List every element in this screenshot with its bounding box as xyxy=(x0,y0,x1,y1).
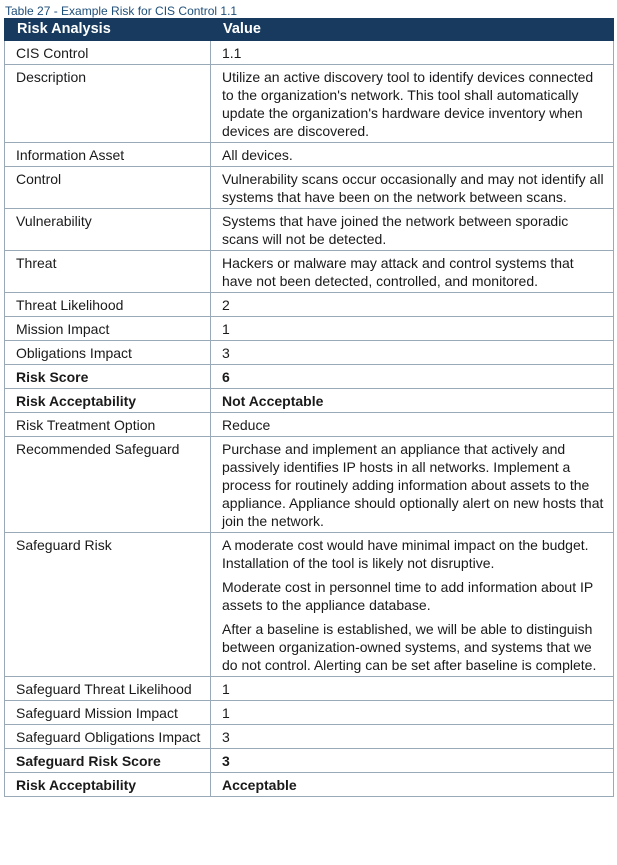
row-label: Mission Impact xyxy=(5,317,211,341)
row-value xyxy=(211,317,614,341)
value-paragraph: 1 xyxy=(222,681,230,697)
header-value: Value xyxy=(211,19,614,41)
row-value xyxy=(211,167,614,209)
row-label: Control xyxy=(5,167,211,209)
row-label: Recommended Safeguard xyxy=(5,437,211,533)
row-label: Threat Likelihood xyxy=(5,293,211,317)
value-paragraph: 3 xyxy=(222,753,230,769)
table-row xyxy=(5,677,614,701)
row-label: Risk Treatment Option xyxy=(5,413,211,437)
row-label: Vulnerability xyxy=(5,209,211,251)
row-label: Threat xyxy=(5,251,211,293)
row-label: Description xyxy=(5,65,211,143)
row-label: Risk Acceptability xyxy=(5,773,211,797)
header-risk-analysis: Risk Analysis xyxy=(5,19,211,41)
row-label: Risk Acceptability xyxy=(5,389,211,413)
row-value xyxy=(211,413,614,437)
row-value xyxy=(211,251,614,293)
risk-analysis-table xyxy=(4,18,614,797)
table-row xyxy=(5,389,614,413)
value-paragraph: Reduce xyxy=(222,417,271,433)
table-row xyxy=(5,41,614,65)
row-label: CIS Control xyxy=(5,41,211,65)
table-row xyxy=(5,251,614,293)
row-value xyxy=(211,293,614,317)
row-value xyxy=(211,209,614,251)
row-label: Obligations Impact xyxy=(5,341,211,365)
row-label: Safeguard Threat Likelihood xyxy=(5,677,211,701)
value-paragraph: Systems that have joined the network between sporadic scans will not be detected. xyxy=(222,213,569,247)
row-value xyxy=(211,773,614,797)
table-row xyxy=(5,437,614,533)
row-value xyxy=(211,437,614,533)
row-value xyxy=(211,365,614,389)
table-row xyxy=(5,293,614,317)
row-label: Safeguard Mission Impact xyxy=(5,701,211,725)
value-paragraph: 3 xyxy=(222,345,230,361)
table-row xyxy=(5,167,614,209)
table-row xyxy=(5,749,614,773)
value-paragraph: 1.1 xyxy=(222,45,242,61)
row-label: Safeguard Risk Score xyxy=(5,749,211,773)
value-paragraph: 1 xyxy=(222,705,230,721)
table-caption: Table 27 - Example Risk for CIS Control 1.1 xyxy=(5,4,238,18)
value-paragraph: 2 xyxy=(222,297,230,313)
value-paragraph: 1 xyxy=(222,321,230,337)
row-value xyxy=(211,65,614,143)
table-row xyxy=(5,725,614,749)
row-label: Information Asset xyxy=(5,143,211,167)
table-row xyxy=(5,317,614,341)
row-value xyxy=(211,533,614,677)
value-paragraph: Not Acceptable xyxy=(222,393,324,409)
value-paragraph: Utilize an active discovery tool to identify devices connected to the organization's network. This tool shall automatically update the organization's hardware device inventory when devices are discovered. xyxy=(222,69,594,139)
table-row xyxy=(5,413,614,437)
row-value xyxy=(211,143,614,167)
row-value xyxy=(211,701,614,725)
value-paragraph: A moderate cost would have minimal impact on the budget. Installation of the tool is likely not disruptive. xyxy=(222,537,589,571)
table-header-row xyxy=(5,19,614,41)
value-paragraph: All devices. xyxy=(222,147,293,163)
value-paragraph: Moderate cost in personnel time to add information about IP assets to the appliance database. xyxy=(222,579,593,613)
row-label: Safeguard Obligations Impact xyxy=(5,725,211,749)
value-paragraph: 3 xyxy=(222,729,230,745)
table-row xyxy=(5,65,614,143)
value-paragraph: Hackers or malware may attack and control systems that have not been detected, controlled, and monitored. xyxy=(222,255,574,289)
table-body xyxy=(5,41,614,797)
row-value xyxy=(211,41,614,65)
row-value xyxy=(211,677,614,701)
table-row xyxy=(5,701,614,725)
value-paragraph: Purchase and implement an appliance that actively and passively identifies IP hosts in all networks. Implement a process for routinely adding information about assets to the appliance. Appliance should optionally alert on new hosts that join the network. xyxy=(222,441,604,529)
value-paragraph: After a baseline is established, we will be able to distinguish between organization-owned systems, and systems that we do not control. Alerting can be set after baseline is complete. xyxy=(222,621,597,673)
table-row xyxy=(5,209,614,251)
row-value xyxy=(211,725,614,749)
row-label: Risk Score xyxy=(5,365,211,389)
table-row xyxy=(5,365,614,389)
row-label: Safeguard Risk xyxy=(5,533,211,677)
value-paragraph: Vulnerability scans occur occasionally and may not identify all systems that have been on the network between scans. xyxy=(222,171,604,205)
row-value xyxy=(211,749,614,773)
value-paragraph: 6 xyxy=(222,369,230,385)
table-row xyxy=(5,341,614,365)
table-row xyxy=(5,773,614,797)
row-value xyxy=(211,389,614,413)
table-row xyxy=(5,533,614,677)
table-row xyxy=(5,143,614,167)
row-value xyxy=(211,341,614,365)
value-paragraph: Acceptable xyxy=(222,777,297,793)
